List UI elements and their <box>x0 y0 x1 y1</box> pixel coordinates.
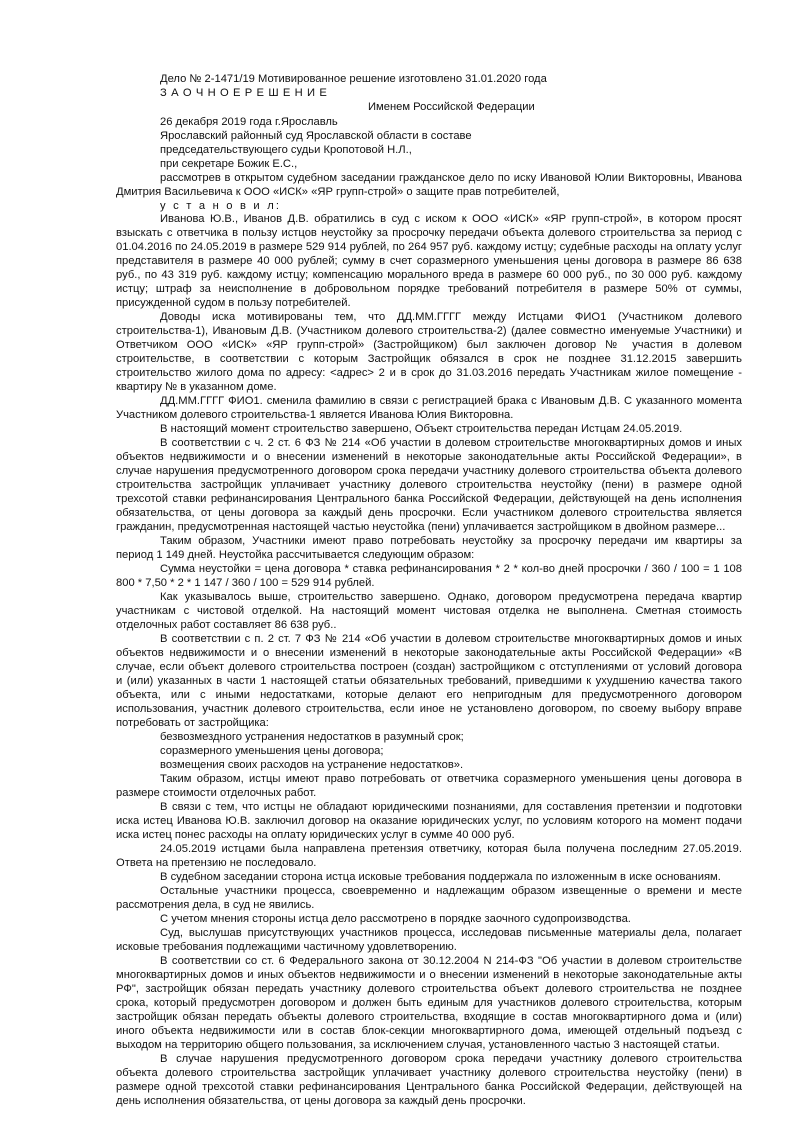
body-line: объектов недвижимости и о внесении изменений в некоторые законодательные акты Российской Федерации» «В <box>116 647 742 659</box>
body-line: Участником долевого строительства-1 является Иванова Юлия Викторовна. <box>116 409 514 421</box>
body-line: В соответствии с ч. 2 ст. 6 ФЗ № 214 «Об участии в долевом строительстве многоквартирных домов и иных <box>160 437 742 449</box>
body-line: объектов недвижимости и о внесении изменений в некоторые законодательные акты Российской Федерации», в <box>116 451 742 463</box>
body-line: Ответа на претензию не последовало. <box>116 857 317 869</box>
body-line: Таким образом, истцы имеют право потребовать от ответчика соразмерного уменьшения цены договора в <box>160 773 742 785</box>
body-line: Сумма неустойки = цена договора * ставка рефинансирования * 2 * кол-во дней просрочки / 360 / 100 = 1 108 <box>160 563 742 575</box>
body-line: безвозмездного устранения недостатков в разумный срок; <box>160 731 464 743</box>
body-line: выходом на территорию общего пользования, за исключением случая, установленного частью 3 настоящей статьи. <box>116 1039 720 1051</box>
body-line: взыскать с ответчика в пользу истцов неустойку за просрочку передачи объекта долевого строительства за период с <box>116 227 742 239</box>
body-line: В настоящий момент строительство завершено, Объект строительства передан Истцам 24.05.2019. <box>160 423 683 435</box>
body-line: В соответствии со ст. 6 Федерального закона от 30.12.2004 N 214-ФЗ "Об участии в долевом строительстве <box>160 955 742 967</box>
body-line: случае нарушения предусмотренного договором срока передачи участнику долевого строительства объекта долевого <box>116 465 742 477</box>
body-line: ДД.ММ.ГГГГ ФИО1. сменила фамилию в связи с регистрацией брака с Ивановым Д.В. С указанного момента <box>160 395 742 407</box>
body-line: строительства застройщик уплачивает участнику долевого строительства неустойку (пени) в размере одной <box>116 479 742 491</box>
case-number-line: Дело № 2-1471/19 Мотивированное решение изготовлено 31.01.2020 года <box>160 73 547 85</box>
body-line: Доводы иска мотивированы тем, что ДД.ММ.ГГГГ между Истцами ФИО1 (Участником долевого <box>160 311 742 323</box>
body-line: представителя в размере 40 000 рублей; сумму в счет соразмерного уменьшения цены договора в размере 86 638 <box>116 255 742 267</box>
body-line: иного объекта недвижимости или в состав блок-секции многоквартирного дома, имеющей отдельный подъезд с <box>116 1025 742 1037</box>
body-line: Ответчиком ООО «ИСК» «ЯР групп-строй» (Застройщиком) был заключен договор № участия в долевом <box>116 339 742 351</box>
body-line: размере стоимости отделочных работ. <box>116 787 317 799</box>
body-line: иска истец Иванова Ю.В. заключил договор на оказание юридических услуг, по условиям которого на момент подачи <box>116 815 742 827</box>
body-line: отделочных работ составляет 86 638 руб.. <box>116 619 337 631</box>
body-line: В связи с тем, что истцы не обладают юридическими познаниями, для составления претензии и подготовки <box>160 801 742 813</box>
body-line: период 1 149 дней. Неустойка рассчитывается следующим образом: <box>116 549 475 561</box>
body-line: Остальные участники процесса, своевременно и надлежащим образом извещенные о времени и месте <box>160 885 742 897</box>
body-line: 24.05.2019 истцами была направлена претензия ответчику, которая была получена последним 27.05.2019. <box>160 843 742 855</box>
body-line: квартиру № в указанном доме. <box>116 381 277 393</box>
date-place-line: 26 декабря 2019 года г.Ярославль <box>160 116 338 128</box>
body-line: строительство жилого дома по адресу: <адрес> 2 и в срок до 31.03.2016 передать Участникам жилое помещение - <box>116 367 742 379</box>
body-line: рассмотрения дела, в суд не явились. <box>116 899 315 911</box>
body-line: и (или) указанных в части 1 настоящей статьи обязательных требований, приведшими к ухудшению качества такого <box>116 675 742 687</box>
body-line: Как указывалось выше, строительство завершено. Однако, договором предусмотрена передача квартир <box>160 591 742 603</box>
body-line: присужденной судом в пользу потребителей. <box>116 297 351 309</box>
body-line: возмещения своих расходов на устранение недостатков». <box>160 759 464 771</box>
in-the-name-line: Именем Российской Федерации <box>368 101 535 113</box>
body-line: С учетом мнения стороны истца дело рассмотрено в порядке заочного судопроизводства. <box>160 913 631 925</box>
body-line: участникам с чистовой отделкой. На настоящий момент чистовая отделка не выполнена. Сметная стоимость <box>116 605 742 617</box>
body-line: рассмотрев в открытом судебном заседании гражданское дело по иску Ивановой Юлии Викторовны, Иванова <box>160 172 742 184</box>
body-line: у с т а н о в и л: <box>160 200 282 212</box>
secretary-line: при секретаре Божик Е.С., <box>160 158 298 170</box>
body-line: застройщик обязан передать объекты долевого строительства, входящие в состав многоквартирного дома и (или) <box>116 1011 742 1023</box>
body-line: В судебном заседании сторона истца исковые требования поддержала по изложенным в иске основаниям. <box>160 871 721 883</box>
body-line: обязательства, от цены договора за каждый день просрочки. Если участником долевого строительства является <box>116 507 742 519</box>
body-line: многоквартирных домов и иных объектов недвижимости и о внесении изменений в некоторые законодательные акты <box>116 969 742 981</box>
body-line: размере одной трехсотой ставки рефинансирования Центрального банка Российской Федерации, действующей на <box>116 1081 742 1093</box>
body-line: иска истец понес расходы на оплату юридических услуг в сумме 40 000 руб. <box>116 829 515 841</box>
body-line: В соответствии с п. 2 ст. 7 ФЗ № 214 «Об участии в долевом строительстве многоквартирных домов и иных <box>160 633 742 645</box>
body-line: 01.04.2016 по 24.05.2019 в размере 529 914 рублей, по 264 957 руб. каждому истцу; судебные расходы на оплату услуг <box>116 241 742 253</box>
body-line: гражданин, предусмотренная настоящей частью неустойка (пени) уплачивается застройщиком в двойном размере... <box>116 521 726 533</box>
body-line: строительства-1), Ивановым Д.В. (Участником долевого строительства-2) (далее совместно именуемые Участники) и <box>116 325 742 337</box>
body-line: случае, если объект долевого строительства построен (создан) застройщиком с отступлениями от условий договора <box>116 661 742 673</box>
body-line: использования, участник долевого строительства, если иное не установлено договором, по своему выбору вправе <box>116 703 742 715</box>
body-line: срока, который предусмотрен договором и должен быть единым для участников долевого строительства, которым <box>116 997 742 1009</box>
body-line: В случае нарушения предусмотренного договором срока передачи участнику долевого строительства <box>160 1053 742 1065</box>
body-line: РФ", застройщик обязан передать участнику долевого строительства объект долевого строительства не позднее <box>116 983 742 995</box>
body-line: исковые требования подлежащими частичному удовлетворению. <box>116 941 457 953</box>
decision-title: З А О Ч Н О Е Р Е Ш Е Н И Е <box>160 87 328 99</box>
body-line: объекта, или с иными недостатками, которые делают его непригодным для предусмотренного договором <box>116 689 742 701</box>
body-line: трехсотой ставки рефинансирования Центрального банка Российской Федерации, действующей на день исполнения <box>116 493 742 505</box>
body-line: день исполнения обязательства, от цены договора за каждый день просрочки. <box>116 1095 526 1107</box>
body-line: 800 * 7,50 * 2 * 1 147 / 360 / 100 = 529 914 рублей. <box>116 577 375 589</box>
body-line: руб., по 43 319 руб. каждому истцу; компенсацию морального вреда в размере 60 000 руб., по 30 000 руб. каждому <box>116 269 742 281</box>
body-line: строительстве, в соответствии с которым Застройщик обязался в срок не позднее 31.12.2015 завершить <box>116 353 742 365</box>
body-line: Суд, выслушав присутствующих участников процесса, исследовав письменные материалы дела, полагает <box>160 927 742 939</box>
body-line: Иванова Ю.В., Иванов Д.В. обратились в суд с иском к ООО «ИСК» «ЯР групп-строй», в котором просят <box>160 213 742 225</box>
body-line: соразмерного уменьшения цены договора; <box>160 745 384 757</box>
court-line: Ярославский районный суд Ярославской области в составе <box>160 130 472 142</box>
body-line: объекта долевого строительства застройщик уплачивает участнику долевого строительства неустойку (пени) в <box>116 1067 742 1079</box>
body-line: истцу; штраф за неисполнение в добровольном порядке требований потребителя в размере 50% от суммы, <box>116 283 742 295</box>
body-line: потребовать от застройщика: <box>116 717 269 729</box>
body-line: Дмитрия Васильевича к ООО «ИСК» «ЯР групп-строй» о защите прав потребителей, <box>116 186 560 198</box>
body-line: Таким образом, Участники имеют право потребовать неустойку за просрочку передачи им квартиры за <box>160 535 742 547</box>
presiding-judge-line: председательствующего судьи Кропотовой Н.Л., <box>160 144 412 156</box>
